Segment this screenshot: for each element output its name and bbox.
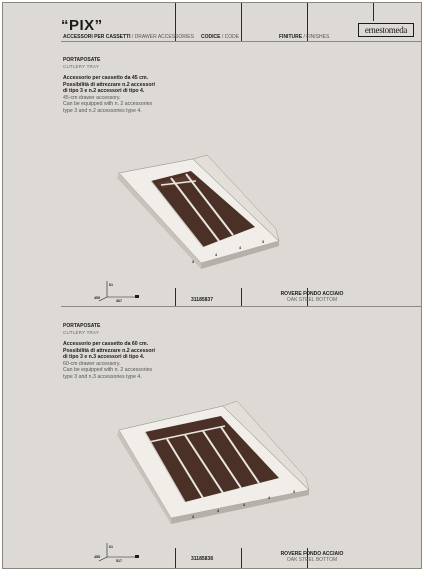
product-code: 31185838 xyxy=(191,556,213,562)
divider-label: 4 xyxy=(243,503,245,507)
product-description: Accessorio per cassetto da 60 cm. Possibilità di attrezzare n.2 accessori di tipo 3 e n.3 accessori di tipo 4. 60-cm drawer accessory. Can be equipped with n. 2 accessories type 3 and n.3 accessories type 4. xyxy=(63,341,155,380)
product-finish: ROVERE FONDO ACCIAIO OAK STEEL BOTTOM xyxy=(280,291,344,303)
divider-label: 4 xyxy=(217,509,219,513)
dimension-depth: 455 xyxy=(94,296,100,300)
product-description: Accessorio per cassetto da 45 cm. Possibilità di attrezzare n.2 accessori di tipo 3 e n.2 accessori di tipo 4. 45-cm drawer accessory. Can be equipped with n. 2 accessories type 3 and n.2 accessories type 4. xyxy=(63,75,155,114)
dimension-height: 61 xyxy=(109,283,113,287)
header-divider xyxy=(241,3,242,41)
row-divider xyxy=(175,548,176,569)
dimension-depth: 455 xyxy=(94,555,100,559)
divider-label: 4 xyxy=(215,253,217,257)
divider-label: 4 xyxy=(239,246,241,250)
divider-label: 4 xyxy=(268,496,270,500)
divider-label: 3 xyxy=(192,515,194,519)
dimension-width: 517 xyxy=(116,559,122,563)
row-divider xyxy=(241,288,242,306)
cutlery-tray-45-image xyxy=(111,151,286,271)
header-divider xyxy=(373,3,374,21)
divider-label: 3 xyxy=(293,490,295,494)
dimension-width: 367 xyxy=(116,299,122,303)
divider-label: 3 xyxy=(262,240,264,244)
product-code: 31185837 xyxy=(191,297,213,303)
dimension-height: 61 xyxy=(109,545,113,549)
divider-label: 3 xyxy=(192,260,194,264)
section-rule xyxy=(61,306,421,307)
product-subtitle: CUTLERY TRAY xyxy=(63,64,100,69)
code-heading: CODICE / CODE xyxy=(201,34,240,40)
header-rule xyxy=(61,41,421,42)
row-divider xyxy=(175,288,176,306)
section-heading: ACCESSORI PER CASSETTI / DRAWER ACCESSORIES xyxy=(63,34,194,40)
cutlery-tray-60-image xyxy=(113,398,313,528)
product-title: PORTAPOSATE xyxy=(63,323,101,329)
product-subtitle: CUTLERY TRAY xyxy=(63,330,100,335)
catalog-page xyxy=(2,2,422,569)
product-finish: ROVERE FONDO ACCIAIO OAK STEEL BOTTOM xyxy=(280,551,344,563)
brand-logo: ernestomeda xyxy=(358,23,414,37)
product-title: PORTAPOSATE xyxy=(63,57,101,63)
row-divider xyxy=(241,548,242,569)
page-title: “PIX” xyxy=(61,17,103,34)
finish-heading: FINITURE / FINISHES xyxy=(279,34,330,40)
